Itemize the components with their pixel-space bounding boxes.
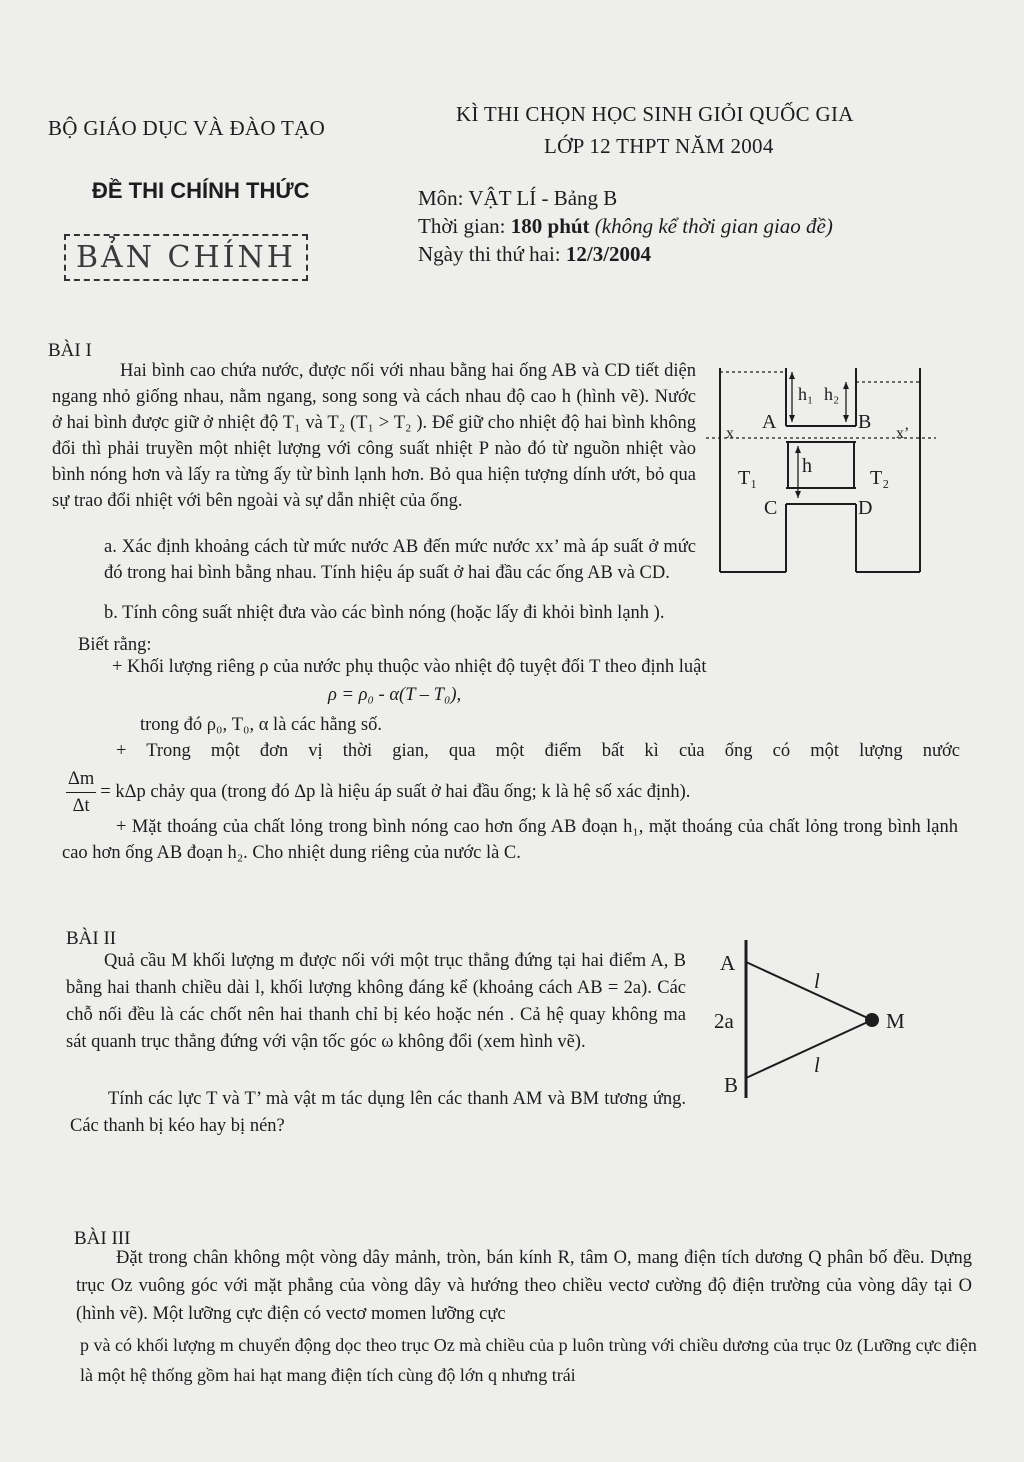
figure-rotating-mass	[706, 932, 926, 1102]
label-C: C	[764, 497, 778, 519]
bai1-known: Biết rằng:	[78, 635, 152, 655]
date-value: 12/3/2004	[565, 242, 652, 266]
label-h1: h₁	[798, 384, 814, 404]
subject-label: Môn: VẬT LÍ - Bảng B	[418, 186, 618, 210]
label-A2: A	[720, 951, 736, 975]
bai1-title: BÀI I	[48, 340, 92, 361]
label-B2: B	[724, 1073, 739, 1097]
ministry-name: BỘ GIÁO DỤC VÀ ĐÀO TẠO	[48, 116, 326, 140]
label-l-top: l	[814, 969, 820, 993]
date-line	[418, 242, 651, 267]
bai3-para1: Đặt trong chân không một vòng dây mảnh, tròn, bán kính R, tâm O, mang điện tích dương Q phân bố đều. Dựng trục Oz vuông góc với mặt phẳng của vòng dây và hướng theo chiều vectơ cường độ điện trường của vòng dây tại O (hình vẽ). Một lưỡng cực điện có vectơ momen lưỡng cực	[76, 1248, 972, 1324]
label-2a: 2a	[714, 1009, 734, 1033]
bai1-part-b: b. Tính công suất nhiệt đưa vào các bình nóng (hoặc lấy đi khỏi bình lạnh ).	[104, 603, 665, 623]
time-line	[418, 214, 833, 239]
label-T2: T₂	[870, 467, 890, 489]
official-label: ĐỀ THI CHÍNH THỨC	[92, 178, 310, 203]
bai1-cond2-rest: = kΔp chảy qua (trong đó Δp là hiệu áp suất ở hai đầu ống; k là hệ số xác định).	[100, 781, 691, 802]
fraction	[66, 766, 96, 819]
time-value: 180 phút	[510, 214, 590, 238]
time-note: (không kể thời gian giao đề)	[594, 214, 833, 238]
exam-title: KÌ THI CHỌN HỌC SINH GIỎI QUỐC GIA	[456, 102, 854, 126]
label-x: x	[726, 425, 734, 442]
bai1-intro: Hai bình cao chứa nước, được nối với nhau bằng hai ống AB và CD tiết diện ngang nhỏ giống nhau, nằm ngang, song song và cách nhau độ cao h (hình vẽ). Nước ở hai bình được giữ ở nhiệt độ T₁ và T₂ (T₁ > T₂ ). Để giữ cho nhiệt độ hai bình không đổi thì phải truyền một nhiệt lượng với công suất nhiệt P nào đó từ nguồn nhiệt vào bình nóng hơn và lấy ra từng ấy từ bình lạnh hơn. Bỏ qua hiện tượng dính ướt, bỏ qua sự trao đổi nhiệt với bên ngoài và sự dẫn nhiệt của ống.	[52, 361, 696, 511]
figure-two-vessels	[706, 360, 946, 580]
stamp: BẢN CHÍNH	[64, 234, 308, 281]
subject	[418, 186, 617, 211]
label-x-prime: x’	[896, 425, 910, 442]
label-B: B	[858, 411, 872, 433]
fraction-numerator: Δm	[66, 766, 96, 793]
label-l-bottom: l	[814, 1053, 820, 1077]
label-A: A	[762, 411, 777, 433]
time-label: Thời gian:	[418, 214, 506, 238]
bai1-formula: ρ = ρ₀ - α(T – T₀),	[328, 685, 462, 705]
bai2-para1: Quả cầu M khối lượng m được nối với một trục thẳng đứng tại hai điểm A, B bằng hai thanh chiều dài l, khối lượng không đáng kể (khoảng cách AB = 2a). Các chỗ nối đều là các chốt nên hai thanh chỉ bị kéo hoặc nén . Cả hệ quay không ma sát quanh trục thẳng đứng với vận tốc góc ω không đổi (xem hình vẽ).	[66, 951, 686, 1052]
date-label: Ngày thi thứ hai:	[418, 242, 561, 266]
bai1-cond1: + Khối lượng riêng ρ của nước phụ thuộc vào nhiệt độ tuyệt đối T theo định luật	[112, 657, 707, 677]
bai1-part-a: a. Xác định khoảng cách từ mức nước AB đến mức nước xx’ mà áp suất ở mức đó trong hai bình bằng nhau. Tính hiệu áp suất ở hai đầu các ống AB và CD.	[104, 537, 696, 583]
label-D: D	[858, 497, 873, 519]
bai2-title: BÀI II	[66, 928, 117, 949]
bai2-para2: Tính các lực T và T’ mà vật m tác dụng lên các thanh AM và BM tương ứng. Các thanh bị kéo hay bị nén?	[70, 1089, 686, 1136]
bai1-where: trong đó ρ₀, T₀, α là các hằng số.	[140, 715, 382, 735]
bai1-cond3: + Mặt thoáng của chất lỏng trong bình nóng cao hơn ống AB đoạn h₁, mặt thoáng của chất lỏng trong bình lạnh cao hơn ống AB đoạn h₂. Cho nhiệt dung riêng của nước là C.	[62, 817, 958, 863]
label-M: M	[886, 1009, 905, 1033]
bai1-cond2: + Trong một đơn vị thời gian, qua một điểm bất kì của ống có một lượng nước	[116, 741, 960, 761]
label-T1: T₁	[738, 467, 758, 489]
bai3-para2: p và có khối lượng m chuyển động dọc theo trục Oz mà chiều của p luôn trùng với chiều dương của trục 0z (Lưỡng cực điện là một hệ thống gồm hai hạt mang điện tích cùng độ lớn q nhưng trái	[80, 1335, 977, 1385]
grade-year: LỚP 12 THPT NĂM 2004	[544, 134, 774, 158]
label-h2: h₂	[824, 384, 840, 404]
fraction-denominator: Δt	[72, 796, 90, 816]
bai1-cond2-line2	[66, 766, 946, 819]
label-h: h	[802, 455, 812, 477]
bai3-title: BÀI III	[74, 1228, 131, 1249]
